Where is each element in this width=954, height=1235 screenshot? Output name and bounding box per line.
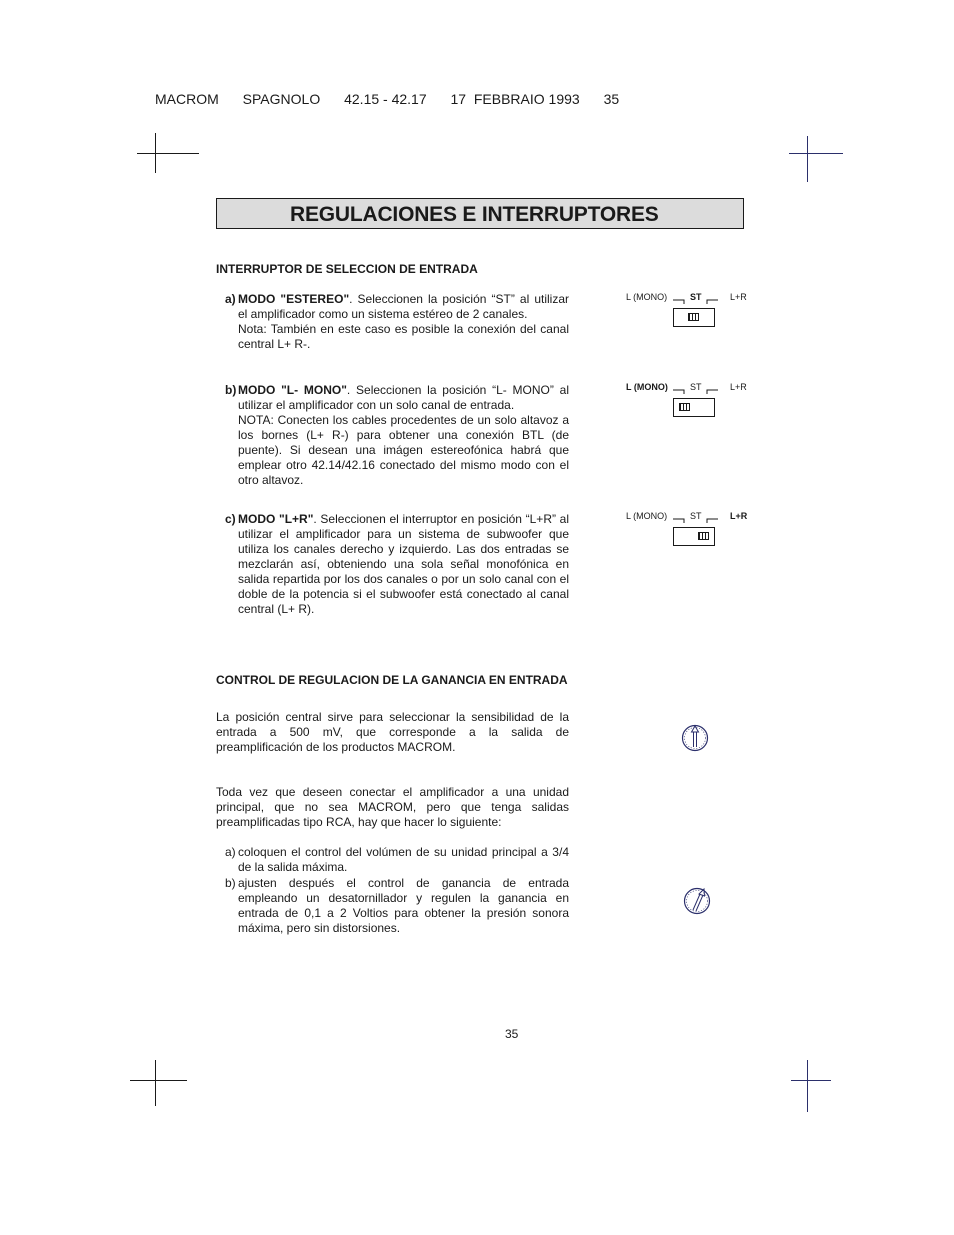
- mode-item-stereo: [225, 292, 569, 352]
- gain-paragraph-1: La posición central sirve para seleccionar la sensibilidad de la entrada a 500 mV, que corresponde a la salida de preamplificación de los productos MACROM.: [216, 710, 569, 754]
- switch-label-mono: L (MONO): [626, 511, 668, 521]
- page-title-box: [216, 198, 744, 229]
- gain-paragraph-2: Toda vez que deseen conectar el amplificador a una unidad principal, que no sea MACROM, pero que tenga salidas preamplificadas tipo RCA, hay que hacer lo siguiente:: [216, 785, 569, 829]
- switch-label-mono: L (MONO): [626, 292, 668, 302]
- running-header: [155, 91, 619, 107]
- crop-mark-bottom-left-h: [130, 1080, 187, 1081]
- mode-name: MODO "L+R": [238, 512, 314, 526]
- header-page: 35: [603, 91, 620, 107]
- switch-label-st: ST: [690, 511, 702, 521]
- crop-mark-top-right-v: [807, 136, 808, 182]
- switch-label-st: ST: [690, 382, 702, 392]
- gain-step-b: [225, 876, 569, 936]
- slide-switch-knob: [698, 532, 709, 540]
- switch-label-lr: L+R: [730, 292, 747, 302]
- switch-label-lr: L+R: [730, 382, 747, 392]
- switch-label-st: ST: [690, 292, 702, 302]
- header-brand: MACROM: [155, 91, 219, 107]
- switch-label-lr: L+R: [730, 511, 748, 521]
- slide-switch-housing: [673, 308, 715, 327]
- section-heading-input-selector: INTERRUPTOR DE SELECCION DE ENTRADA: [216, 262, 478, 276]
- slide-switch-knob: [679, 403, 690, 411]
- crop-mark-bottom-right-v: [807, 1060, 808, 1112]
- crop-mark-top-left-h: [137, 153, 199, 154]
- step-text: coloquen el control del volúmen de su unidad principal a 3/4 de la salida máxima.: [238, 845, 569, 874]
- mode-name: MODO "L- MONO": [238, 383, 347, 397]
- slide-switch-housing: [673, 398, 715, 417]
- crop-mark-bottom-right-h: [791, 1080, 831, 1081]
- switch-label-mono: L (MONO): [626, 382, 668, 392]
- gain-step-a: [225, 845, 569, 875]
- switch-lead-lines: [670, 294, 726, 304]
- step-text: ajusten después el control de ganancia de entrada empleando un desatornillador y regulen la ganancia en entrada de 0,1 a 2 Voltios para obtener la presión sonora máxima, pero sin distorsiones.: [238, 876, 569, 935]
- switch-lead-lines: [670, 513, 726, 523]
- step-label: a): [225, 845, 236, 859]
- mode-text: . Seleccionen la posición “L- MONO” al utilizar el amplificador con un solo canal de entrada.: [238, 383, 569, 412]
- mode-note: NOTA: Conecten los cables procedentes de un solo altavoz a los bornes (L+ R-) para obtener una conexión BTL (de puente). Si desean una imágen estereofónica habrá que emplear otro 42.14/42.16 conectado del mismo modo con el otro altavoz.: [238, 413, 569, 487]
- slide-switch-housing: [673, 527, 715, 546]
- item-label: a): [225, 292, 236, 306]
- switch-lead-lines: [670, 384, 726, 394]
- crop-mark-top-left-v: [155, 133, 156, 173]
- crop-mark-top-right-h: [789, 153, 843, 154]
- section-heading-gain-control: CONTROL DE REGULACION DE LA GANANCIA EN ENTRADA: [216, 673, 568, 687]
- item-label: b): [225, 383, 237, 397]
- gain-knob-adjusted-icon: [680, 885, 714, 917]
- header-language: SPAGNOLO: [242, 91, 321, 107]
- item-label: c): [225, 512, 236, 526]
- mode-item-l-plus-r: [225, 512, 569, 617]
- header-date: 17 FEBBRAIO 1993: [450, 91, 580, 107]
- gain-knob-center-icon: [678, 722, 712, 754]
- page-title: REGULACIONES E INTERRUPTORES: [290, 203, 659, 226]
- mode-name: MODO "ESTEREO": [238, 292, 350, 306]
- mode-note: Nota: También en este caso es posible la conexión del canal central L+ R-.: [238, 322, 569, 351]
- mode-item-l-mono: [225, 383, 569, 488]
- step-label: b): [225, 876, 236, 890]
- slide-switch-knob: [688, 313, 699, 321]
- mode-text: . Seleccionen el interruptor en posición “L+R” al utilizar el amplificador para un sistema de subwoofer que utiliza los canales derecho y izquierdo. Las dos entradas se mezclarán así, obteniendo una sola señal monofónica en salida repartida por los dos canales o por un solo canal con el doble de la potencia si el subwoofer está conectado al canal central (L+ R).: [238, 512, 570, 616]
- header-models: 42.15 - 42.17: [344, 91, 427, 107]
- mode-text: . Seleccionen la posición “ST” al utilizar el amplificador como un sistema estéreo de 2 canales.: [238, 292, 569, 321]
- page-number: 35: [505, 1027, 519, 1041]
- crop-mark-bottom-left-v: [155, 1060, 156, 1106]
